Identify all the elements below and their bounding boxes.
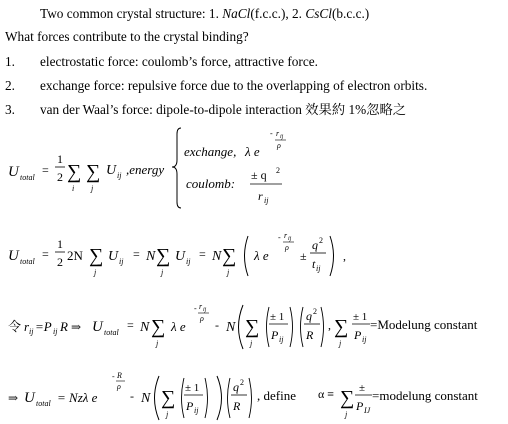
p-subscript: ij: [194, 406, 199, 415]
q-squared-exponent: 2: [240, 378, 244, 387]
uij-subscript-2: ij: [186, 257, 191, 266]
right-paren: [330, 236, 334, 276]
p-denominator: P: [186, 399, 194, 413]
exp-minus: -: [194, 304, 197, 313]
equation-4: [0, 366, 508, 424]
force-2-text: exchange force: repulsive force due to the overlapping of electron orbits.: [40, 78, 428, 93]
exp-minus: -: [270, 129, 273, 138]
r-denominator: R: [306, 328, 314, 342]
lambda-e-term: λ e: [254, 248, 269, 263]
uij-symbol-2: U: [175, 249, 186, 264]
sum-index: j: [156, 339, 159, 348]
trailing-comma: ,: [343, 249, 346, 263]
implies-arrow: ⇒: [8, 391, 19, 405]
q-right-paren: [321, 307, 324, 347]
pm-one-numerator: ± 1: [270, 311, 285, 323]
q-numerator: q: [312, 238, 318, 252]
q-squared-exponent: 2: [319, 236, 323, 245]
equals-sign: =: [127, 318, 134, 332]
t-subscript: ij: [316, 264, 321, 273]
total-subscript: total: [20, 257, 35, 266]
half-denominator: 2: [57, 170, 63, 184]
pij-term: =P: [35, 319, 52, 334]
bcc-label: (b.c.c.): [331, 6, 370, 21]
q-left-paren: [301, 307, 304, 347]
rij-subscript: ij: [29, 327, 34, 336]
modelung-label: =Modelung constant: [370, 317, 478, 332]
exp-minus: -: [278, 233, 281, 242]
n-term-2: N: [226, 320, 236, 335]
n-term: N: [146, 249, 156, 264]
sum-index-3: j: [227, 268, 230, 277]
p-denominator-2: P: [356, 399, 364, 413]
total-subscript: total: [36, 399, 51, 408]
exp-minus: -: [112, 372, 115, 381]
sum-j-symbol: ∑: [86, 161, 101, 183]
sum-symbol-2: ∑: [245, 316, 260, 338]
sum-i-index: i: [72, 184, 75, 193]
question-line: What forces contribute to the crystal binding?: [5, 29, 249, 44]
half-numerator: 1: [57, 152, 63, 166]
exp-numerator-subscript: ij: [288, 236, 292, 242]
equals-sign: =: [42, 247, 49, 261]
exp-numerator: R: [117, 371, 122, 380]
left-paren: [239, 305, 244, 349]
r-capital: R: [60, 319, 68, 334]
sum-symbol: ∑: [151, 316, 166, 338]
alpha-equiv: α ≡: [318, 387, 335, 401]
sum-index-2: j: [161, 268, 164, 277]
uij-subscript: ij: [117, 171, 122, 180]
force-1-text: electrostatic force: coulomb’s force, attractive force.: [40, 54, 318, 69]
inner-right-paren: [205, 378, 208, 418]
left-paren: [155, 376, 160, 420]
implies-arrow: ⇒: [71, 320, 82, 334]
equals-sign-2: =: [133, 247, 140, 261]
exp-denominator: ρ: [200, 314, 204, 323]
n-term-2: N: [212, 249, 222, 264]
sum-index-2: j: [345, 410, 348, 419]
u-symbol: U: [8, 164, 19, 180]
half-denominator: 2: [57, 255, 63, 269]
pm-one-numerator-2: ± 1: [353, 311, 368, 323]
inner-left-paren: [267, 307, 270, 347]
equation-1: [0, 120, 508, 212]
total-subscript: total: [104, 328, 119, 337]
equals-sign: =: [42, 163, 49, 177]
force-1-number: 1.: [5, 54, 15, 69]
exp-denominator: ρ: [117, 382, 121, 391]
pm-q-numerator: ± q: [251, 168, 267, 182]
cscl-formula: CsCl: [305, 6, 332, 21]
rij-symbol: r: [24, 319, 30, 334]
cases-brace: [172, 128, 181, 208]
t-denominator: t: [312, 257, 316, 271]
sum-symbol-2: ∑: [156, 245, 171, 267]
sum-index-2: j: [250, 339, 253, 348]
minus-sign: -: [130, 389, 134, 403]
exp-numerator: r: [276, 129, 280, 138]
pm-sign: ±: [300, 249, 307, 263]
q-squared-exponent: 2: [276, 166, 280, 175]
half-numerator: 1: [57, 237, 63, 251]
q-numerator: q: [233, 380, 239, 394]
minus-sign: -: [215, 318, 219, 332]
uij-symbol: U: [108, 249, 119, 264]
r-subscript: ij: [264, 196, 269, 205]
sum-j-index: j: [91, 184, 94, 193]
exp-denominator: ρ: [285, 243, 289, 252]
equation-3: [0, 295, 508, 357]
n-term: N: [140, 320, 150, 335]
pij-subscript: ij: [53, 327, 58, 336]
exp-numerator-subscript: ij: [280, 134, 284, 140]
p-subscript-2: IJ: [364, 406, 371, 415]
intro-line: [40, 6, 369, 22]
n-term: N: [141, 391, 151, 406]
two-n-term: 2N: [67, 248, 83, 263]
define-label: , define: [257, 388, 296, 403]
u-symbol: U: [24, 390, 35, 406]
energy-label: ,energy: [126, 162, 165, 177]
u-symbol: U: [8, 248, 19, 264]
pm-one-numerator: ± 1: [185, 382, 200, 394]
exp-numerator: r: [284, 231, 288, 240]
dot-separator: ,: [328, 318, 331, 332]
sum-symbol-2: ∑: [340, 387, 355, 409]
force-3-number: 3.: [5, 102, 15, 117]
p-subscript: ij: [279, 335, 284, 344]
sum-index: j: [94, 268, 97, 277]
let-prefix: 令: [8, 319, 22, 334]
q-left-paren: [228, 378, 231, 418]
right-paren: [217, 376, 222, 420]
coulomb-label: coulomb:: [186, 176, 236, 191]
pm-numerator: ±: [359, 382, 366, 394]
nacl-formula: NaCl: [222, 6, 251, 21]
uij-subscript: ij: [119, 257, 124, 266]
inner-left-paren: [182, 378, 185, 418]
exp-numerator-subscript: ij: [203, 307, 207, 313]
force-2-number: 2.: [5, 78, 15, 93]
exp-numerator: r: [199, 302, 203, 311]
lambda-e-term: λ e: [245, 144, 260, 159]
p-denominator: P: [271, 328, 279, 342]
p-denominator-2: P: [354, 328, 362, 342]
q-numerator: q: [306, 309, 312, 323]
r-denominator: r: [258, 189, 263, 203]
sum-i-symbol: ∑: [67, 161, 82, 183]
sum-index-3: j: [339, 339, 342, 348]
equals-sign-3: =: [199, 247, 206, 261]
sum-symbol-3: ∑: [334, 316, 349, 338]
sum-symbol: ∑: [161, 387, 176, 409]
left-paren: [245, 236, 249, 276]
intro-prefix: Two common crystal structure: 1.: [40, 6, 219, 21]
exchange-label: exchange,: [184, 144, 237, 159]
exp-denominator: ρ: [277, 141, 281, 150]
sum-symbol: ∑: [89, 245, 104, 267]
lambda-e-term: λ e: [171, 319, 186, 334]
modelung-label: =modelung constant: [372, 388, 478, 403]
fcc-label: (f.c.c.), 2.: [250, 6, 303, 21]
p-subscript-2: ij: [362, 335, 367, 344]
q-squared-exponent: 2: [313, 307, 317, 316]
r-denominator: R: [233, 399, 241, 413]
u-symbol: U: [92, 319, 103, 335]
force-3-text: van der Waal’s force: dipole-to-dipole interaction 效果約 1%忽略之: [40, 102, 407, 117]
sum-symbol-3: ∑: [222, 245, 237, 267]
inner-right-paren: [290, 307, 293, 347]
q-right-paren: [249, 378, 252, 418]
uij-symbol: U: [106, 163, 117, 178]
sum-index: j: [166, 410, 169, 419]
equation-2: [0, 222, 508, 282]
total-subscript: total: [20, 173, 35, 182]
nz-lambda-e-term: = Nzλ e: [57, 390, 98, 405]
